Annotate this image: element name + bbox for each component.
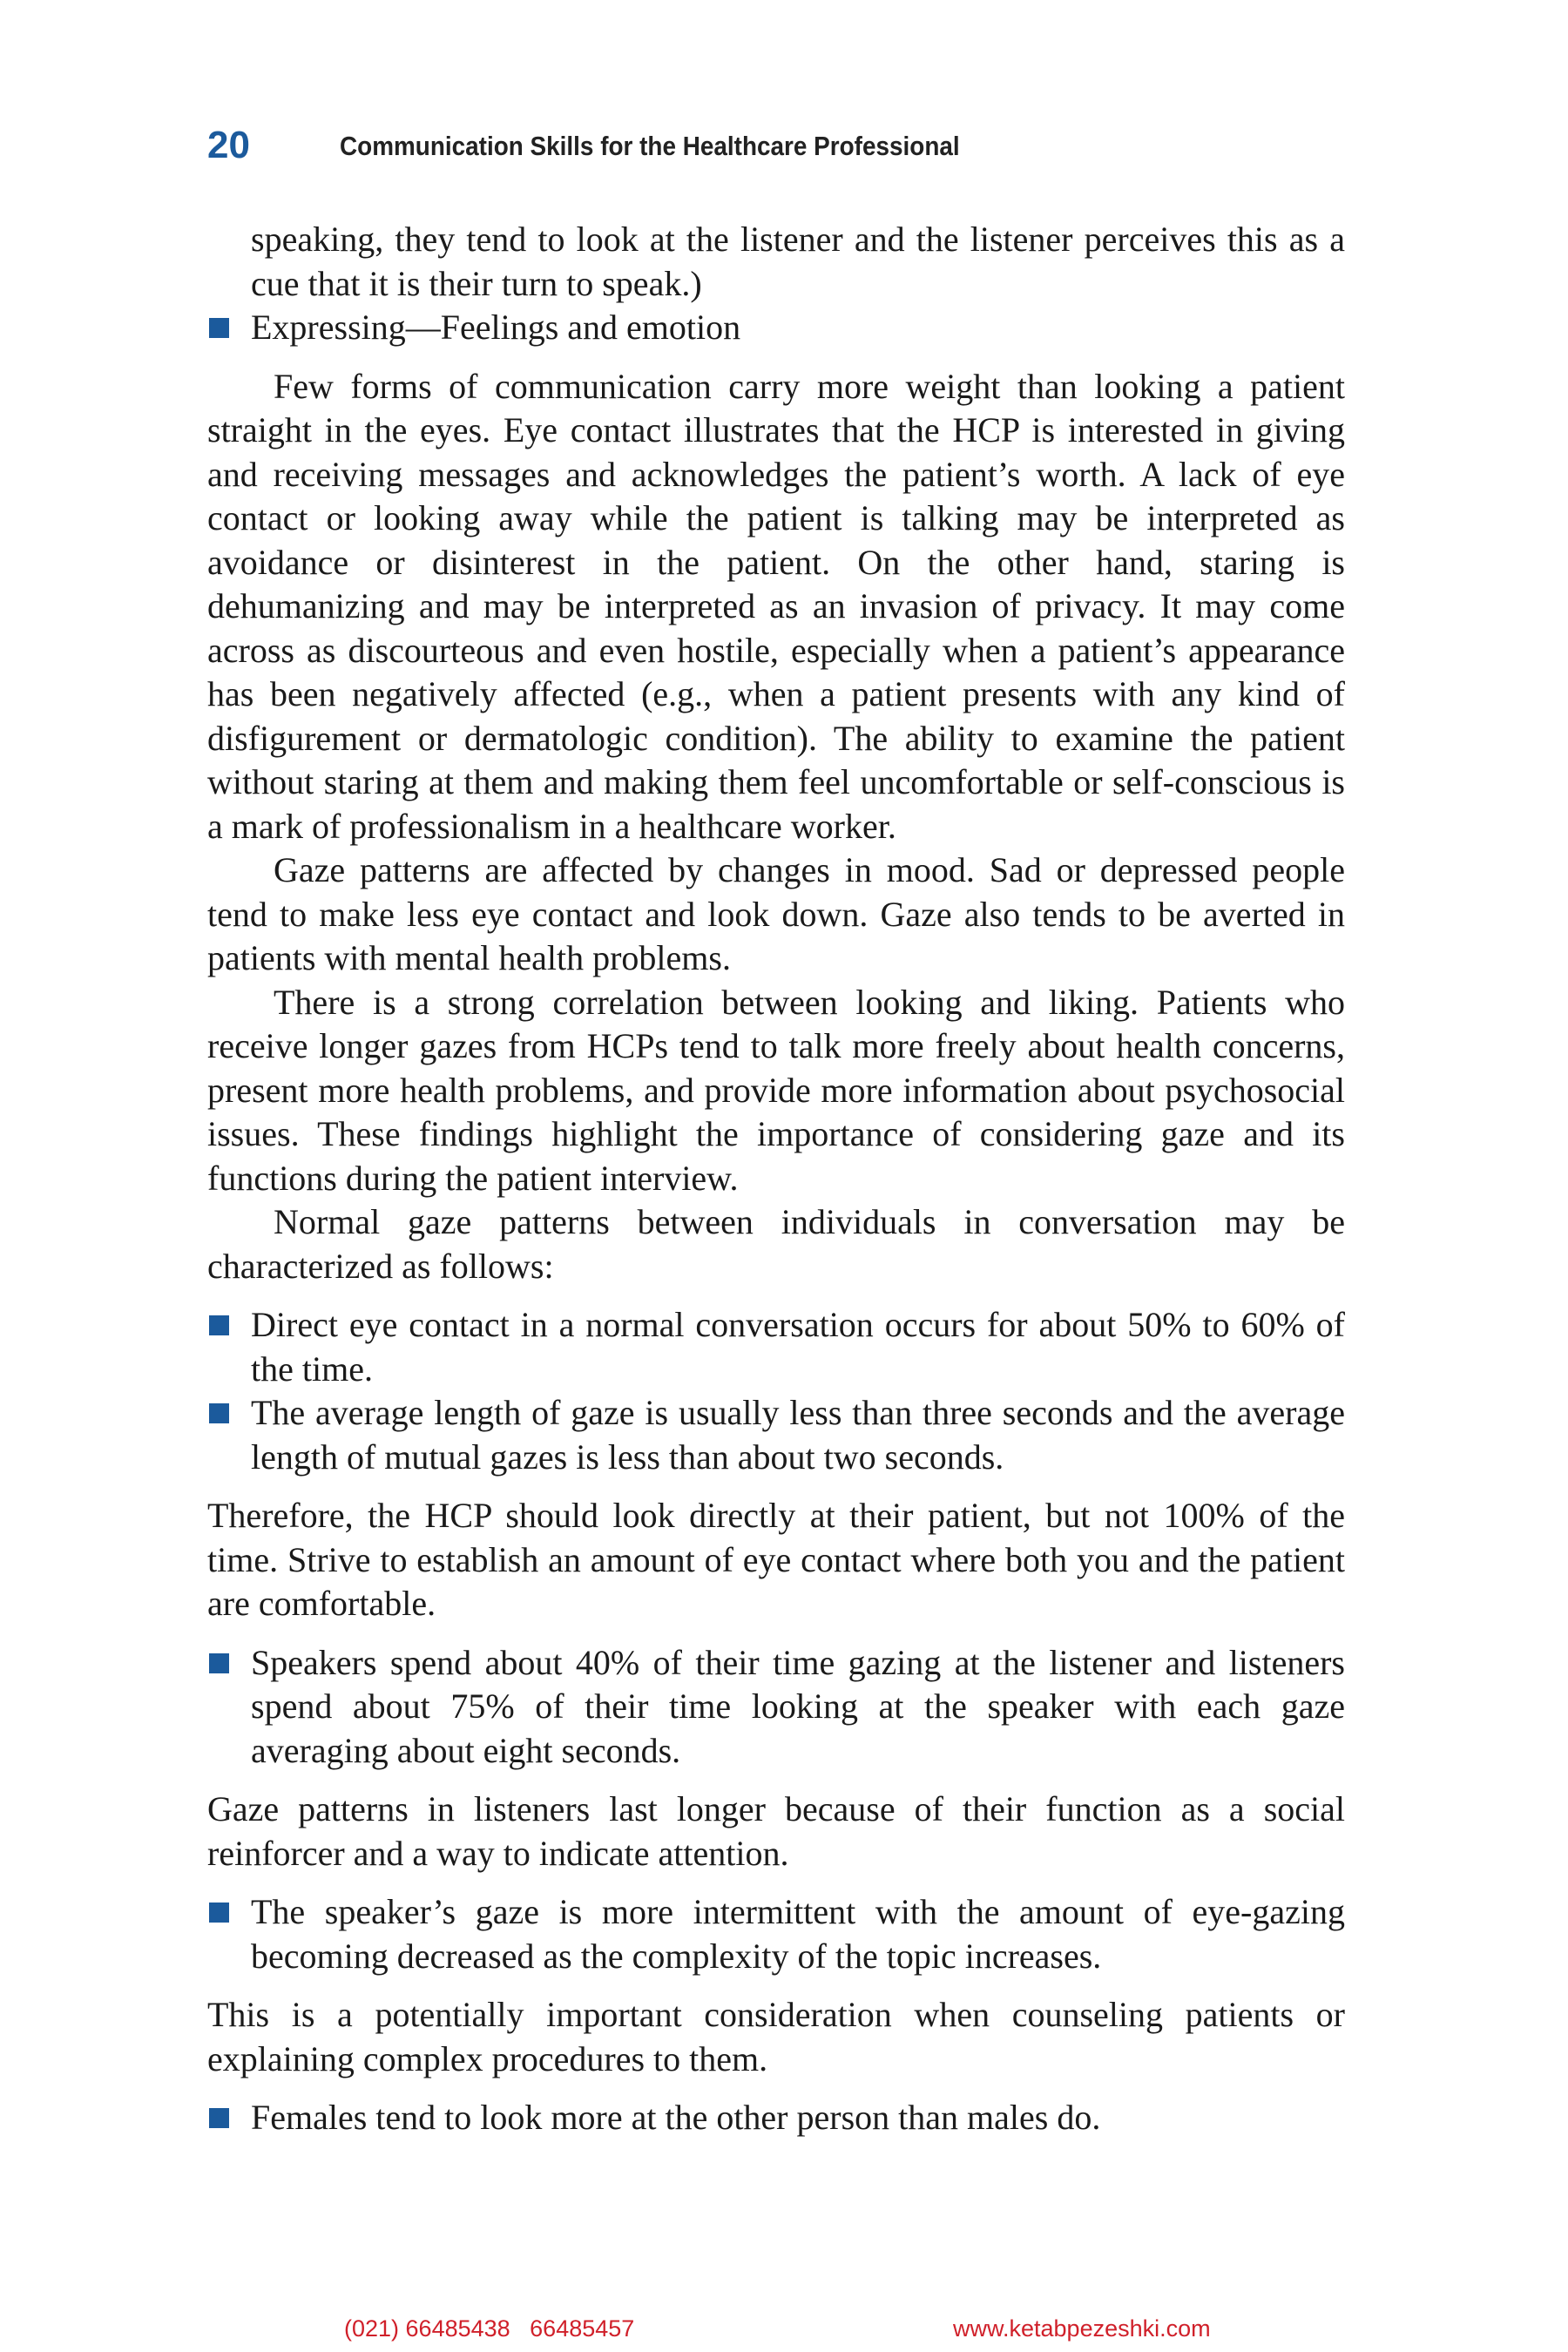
- paragraph-listeners: Gaze patterns in listeners last longer because of their function as a social reinforcer and a way to indicate attention.: [207, 1789, 1345, 1873]
- page-number: 20: [207, 124, 250, 166]
- paragraph-gaze-mood: Gaze patterns are affected by changes in mood. Sad or depressed people tend to make less eye contact and look down. Gaze also tends to be averted in patients with mental health problems.: [207, 850, 1345, 977]
- bullet-text: Expressing—Feelings and emotion: [251, 308, 741, 347]
- bullet-square-icon: [209, 1403, 229, 1423]
- bullet-text: Speakers spend about 40% of their time gazing at the listener and listeners spend about 75% of their time looking at the speaker with each gaze averaging about eight seconds.: [251, 1642, 1345, 1770]
- footer-phone: (021) 66485438 66485457: [344, 2315, 635, 2342]
- footer-website: www.ketabpezeshki.com: [953, 2315, 1211, 2342]
- bullet-square-icon: [209, 2108, 229, 2128]
- bullet-expressing: [207, 306, 1345, 350]
- paragraph-looking-liking: There is a strong correlation between looking and liking. Patients who receive longer gazes from HCPs tend to talk more freely about health concerns, present more health problems, and provide more information about psychosocial issues. These findings highlight the importance of considering gaze and its functions during the patient interview.: [207, 982, 1345, 1198]
- bullet-females: [207, 2096, 1345, 2140]
- bullet-text: The average length of gaze is usually less than three seconds and the average length of mutual gazes is less than about two seconds.: [251, 1393, 1345, 1477]
- bullet-speaker-gaze: [207, 1890, 1345, 1978]
- paragraph-counseling: This is a potentially important consideration when counseling patients or explaining complex procedures to them.: [207, 1995, 1345, 2078]
- bullet-text: The speaker’s gaze is more intermittent with the amount of eye-gazing becoming decreased as the complexity of the topic increases.: [251, 1892, 1345, 1976]
- paragraph-eye-contact: Few forms of communication carry more weight than looking a patient straight in the eyes. Eye contact illustrates that the HCP is interested in giving and receiving messages and acknowledges the patient’s worth. A lack of eye contact or looking away while the patient is talking may be interpreted as avoidance or disinterest in the patient. On the other hand, staring is dehumanizing and may be interpreted as an invasion of privacy. It may come across as discourteous and even hostile, especially when a patient’s appearance has been negatively affected (e.g., when a patient presents with any kind of disfigurement or dermatologic condition). The ability to examine the patient without staring at them and making them feel uncomfortable or self-conscious is a mark of professionalism in a healthcare worker.: [207, 366, 1345, 846]
- bullet-square-icon: [209, 318, 229, 338]
- page-header: [207, 124, 1427, 167]
- paragraph-therefore: Therefore, the HCP should look directly at their patient, but not 100% of the time. Strive to establish an amount of eye contact where both you and the patient are comfortable.: [207, 1496, 1345, 1623]
- paragraph-normal-gaze: Normal gaze patterns between individuals in conversation may be characterized as follows:: [207, 1202, 1345, 1286]
- bullet-text: Females tend to look more at the other person than males do.: [251, 2098, 1101, 2137]
- bullet-square-icon: [209, 1653, 229, 1673]
- bullet-gaze-length: [207, 1391, 1345, 1479]
- bullet-speakers: [207, 1641, 1345, 1774]
- bullet-square-icon: [209, 1315, 229, 1335]
- page-body: [207, 218, 1345, 2140]
- continued-bullet-text: speaking, they tend to look at the listener and the listener perceives this as a cue that it is their turn to speak.): [251, 220, 1345, 303]
- bullet-square-icon: [209, 1903, 229, 1923]
- page-footer: [0, 2315, 1568, 2342]
- bullet-direct-eye-contact: [207, 1303, 1345, 1391]
- bullet-text: Direct eye contact in a normal conversation occurs for about 50% to 60% of the time.: [251, 1305, 1345, 1389]
- running-head: Communication Skills for the Healthcare Professional: [340, 131, 960, 161]
